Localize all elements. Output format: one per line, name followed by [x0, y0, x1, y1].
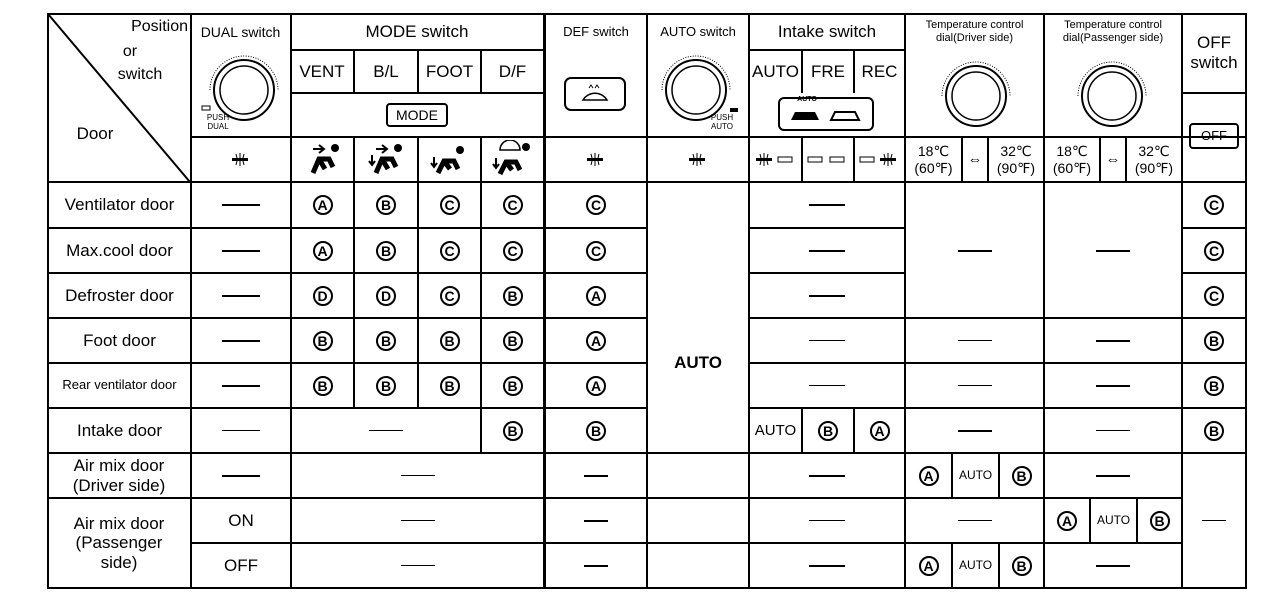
position-a-mark: A [586, 331, 606, 351]
temp-driver-dial-icon[interactable] [930, 56, 1022, 134]
off-button-cell [1183, 118, 1245, 154]
intake-cell [750, 183, 904, 226]
intake-cell [750, 319, 904, 362]
mode-cell [482, 274, 543, 317]
row-label-rearvent: Rear ventilator door [62, 377, 177, 393]
no-change-dash [222, 385, 260, 387]
row-label-foot: Foot door [83, 330, 156, 350]
value-off: OFF [224, 555, 258, 575]
position-c-mark: C [440, 286, 460, 306]
temp-driver-b-cell [1000, 544, 1043, 587]
mode-switch-header: MODE switch [365, 22, 469, 42]
def-cell [546, 499, 646, 542]
position-b-mark: B [1204, 421, 1224, 441]
mode-cell [419, 183, 480, 226]
intake-cell [750, 544, 904, 587]
no-change-dash [222, 340, 260, 342]
no-change-dash [958, 385, 992, 386]
row-label-intake: Intake door [76, 420, 163, 440]
corner-switch-label: switch [117, 65, 163, 83]
off-cell [1183, 364, 1245, 407]
temp-passenger-cell [1045, 364, 1181, 407]
no-change-dash [1096, 340, 1130, 342]
temp-driver-auto-cell [953, 454, 998, 497]
no-change-dash [369, 430, 403, 431]
corner-door-label: Door [76, 124, 114, 144]
off-airmix-passenger-cell [1183, 499, 1245, 542]
value-auto_cell: AUTO [754, 421, 797, 439]
no-change-dash [809, 565, 845, 567]
temp-driver-a-cell [906, 544, 951, 587]
temp-driver-low: 18℃ (60℉) [914, 143, 953, 176]
no-change-dash [1202, 520, 1226, 521]
mode-cell [355, 274, 417, 317]
no-change-dash [1096, 430, 1130, 431]
temp-passenger-cell [1045, 454, 1181, 497]
no-change-dash [401, 520, 435, 521]
mode-airmix-cell [292, 499, 543, 542]
mode-col-vent: VENT [299, 62, 345, 82]
push-auto-label: PUSH AUTO [710, 112, 734, 131]
no-change-dash [584, 565, 608, 567]
intake-rec-cell [855, 409, 904, 452]
off-airmix-cell [1183, 454, 1245, 497]
temp-passenger-dial-icon[interactable] [1066, 56, 1158, 134]
no-change-dash [1096, 475, 1130, 477]
intake-auto-indicator-icon [752, 150, 800, 170]
position-c-mark: C [440, 195, 460, 215]
def-cell [546, 364, 646, 407]
temp-passenger-arrow: ⇔ [1105, 150, 1121, 168]
row-label-airmix-driver: Air mix door (Driver side) [72, 455, 166, 495]
no-change-dash [809, 204, 845, 206]
temp-passenger-b-cell [1138, 499, 1181, 542]
mode-cell [292, 183, 353, 226]
position-c-mark: C [440, 241, 460, 261]
off-cell [1183, 274, 1245, 317]
temp-driver-cell [906, 364, 1043, 407]
dual-indicator-icon [228, 150, 252, 170]
position-d-mark: D [376, 286, 396, 306]
dual-cell [192, 183, 290, 226]
def-cell [546, 183, 646, 226]
position-b-mark: B [1204, 376, 1224, 396]
no-change-dash [222, 204, 260, 206]
no-change-dash [809, 385, 845, 386]
mode-cell [482, 364, 543, 407]
intake-cell [750, 499, 904, 542]
position-b-mark: B [376, 241, 396, 261]
mode-cell [292, 229, 353, 272]
position-b-mark: B [376, 376, 396, 396]
position-b-mark: B [1204, 331, 1224, 351]
intake-cell [750, 274, 904, 317]
def-button-icon[interactable] [563, 76, 627, 112]
mode-cell [292, 274, 353, 317]
no-change-dash [809, 340, 845, 341]
intake-cell [750, 364, 904, 407]
row-label-maxcool: Max.cool door [66, 240, 173, 260]
intake-auto-small-label: AUTO [797, 95, 817, 103]
foot-mode-icon [430, 141, 466, 177]
no-change-dash [584, 475, 608, 477]
mode-cell [419, 319, 480, 362]
dual-cell [192, 364, 290, 407]
mode-col-foot: FOOT [425, 62, 474, 82]
no-change-dash [584, 520, 608, 522]
bilevel-mode-icon [368, 141, 404, 177]
vent-mode-icon [307, 141, 341, 177]
mode-cell [355, 229, 417, 272]
no-change-dash [809, 250, 845, 252]
corner-or-label: or [122, 42, 138, 60]
position-b-mark: B [376, 331, 396, 351]
position-a-mark: A [870, 421, 890, 441]
position-a-mark: A [919, 466, 939, 486]
intake-col-fre: FRE [811, 62, 845, 82]
value-auto_cell: AUTO [1096, 512, 1131, 527]
position-c-mark: C [1204, 195, 1224, 215]
no-change-dash [809, 295, 845, 297]
position-b-mark: B [503, 331, 523, 351]
no-change-dash [222, 475, 260, 477]
position-c-mark: C [503, 195, 523, 215]
position-a-mark: A [1057, 511, 1077, 531]
temp-driver-cell [906, 319, 1043, 362]
position-c-mark: C [586, 195, 606, 215]
dual-cell [192, 274, 290, 317]
auto-switch-header: AUTO switch [660, 23, 736, 39]
def-cell [546, 229, 646, 272]
mode-intake-merged-cell [292, 409, 480, 452]
temp-driver-header: Temperature control dial(Driver side) [925, 19, 1024, 44]
position-b-mark: B [503, 286, 523, 306]
temp-passenger-auto-cell [1091, 499, 1136, 542]
position-d-mark: D [313, 286, 333, 306]
value-on: ON [228, 510, 254, 530]
position-c-mark: C [503, 241, 523, 261]
position-c-mark: C [586, 241, 606, 261]
mode-cell [482, 183, 543, 226]
temp-passenger-cell [1045, 544, 1181, 587]
intake-auto-cell [750, 409, 801, 452]
intake-switch-header: Intake switch [777, 22, 877, 42]
intake-fre-indicator-icon [804, 150, 852, 170]
row-label-ventilator: Ventilator door [64, 195, 175, 215]
off-button[interactable]: OFF [1189, 123, 1239, 150]
mode-cell [419, 229, 480, 272]
def-cell [546, 319, 646, 362]
position-a-mark: A [919, 556, 939, 576]
intake-cell [750, 229, 904, 272]
dual-on-cell [192, 499, 290, 542]
position-b-mark: B [818, 421, 838, 441]
def-switch-header: DEF switch [563, 23, 629, 39]
mode-cell [482, 319, 543, 362]
no-change-dash [222, 250, 260, 252]
off-cell [1183, 183, 1245, 226]
def-cell [546, 454, 646, 497]
position-a-mark: A [313, 195, 333, 215]
position-b-mark: B [1012, 466, 1032, 486]
temp-driver-arrow: ⇔ [967, 150, 983, 168]
temp-passenger-high: 32℃ (90℉) [1134, 143, 1174, 176]
intake-fre-cell [803, 409, 853, 452]
no-change-dash [1096, 250, 1130, 252]
off-header-line [1181, 92, 1246, 94]
intake-col-rec: REC [861, 62, 898, 82]
temp-passenger-cell [1045, 409, 1181, 452]
dual-off-cell [192, 544, 290, 587]
mode-cell [419, 274, 480, 317]
intake-cell [750, 454, 904, 497]
mode-button-cell [291, 94, 543, 136]
temp-driver-cell [906, 229, 1043, 272]
mode-cell [419, 364, 480, 407]
mode-cell [355, 319, 417, 362]
def-cell [546, 409, 646, 452]
temp-passenger-low: 18℃ (60℉) [1052, 143, 1092, 176]
temp-driver-b-cell [1000, 454, 1043, 497]
position-b-mark: B [1150, 511, 1170, 531]
no-change-dash [1096, 385, 1130, 387]
value-auto_cell: AUTO [958, 467, 993, 482]
def-cell [546, 274, 646, 317]
temp-driver-cell [906, 499, 1043, 542]
no-change-dash [958, 430, 992, 432]
position-b-mark: B [503, 421, 523, 441]
position-c-mark: C [1204, 241, 1224, 261]
temp-driver-a-cell [906, 454, 951, 497]
position-a-mark: A [313, 241, 333, 261]
mode-cell [355, 364, 417, 407]
mode-cell [292, 364, 353, 407]
mode-df-intake-cell [482, 409, 543, 452]
position-b-mark: B [503, 376, 523, 396]
temp-driver-high: 32℃ (90℉) [996, 143, 1036, 176]
temp-passenger-cell [1045, 229, 1181, 272]
position-b-mark: B [376, 195, 396, 215]
off-switch-header: OFF switch [1190, 33, 1238, 72]
intake-icon-line-1 [801, 136, 803, 183]
auto-merged-cell: AUTO [674, 353, 722, 373]
off-cell [1183, 409, 1245, 452]
position-a-mark: A [586, 376, 606, 396]
temp-passenger-cell [1045, 319, 1181, 362]
push-dual-label: PUSH DUAL [206, 112, 230, 131]
mode-cell [355, 183, 417, 226]
no-change-dash [1096, 565, 1130, 567]
position-a-mark: A [586, 286, 606, 306]
dual-cell [192, 409, 290, 452]
position-b-mark: B [440, 331, 460, 351]
mode-airmix-cell [292, 454, 543, 497]
def-cell [546, 544, 646, 587]
table-border-right [1245, 13, 1247, 589]
defrost-foot-mode-icon [492, 140, 532, 178]
position-b-mark: B [586, 421, 606, 441]
row-label-airmix-passenger: Air mix door (Passenger side) [73, 513, 165, 572]
mode-airmix-cell [292, 544, 543, 587]
value-auto_cell: AUTO [958, 557, 993, 572]
off-cell [1183, 319, 1245, 362]
no-change-dash [958, 520, 992, 521]
dual-switch-header: DUAL switch [200, 23, 281, 40]
intake-col-auto: AUTO [752, 62, 799, 82]
no-change-dash [222, 430, 260, 431]
no-change-dash [809, 520, 845, 521]
dual-cell [192, 454, 290, 497]
no-change-dash [809, 475, 845, 477]
intake-icon-line-2 [853, 136, 855, 183]
auto-indicator-icon [685, 150, 709, 170]
mode-col-df: D/F [498, 62, 527, 82]
temp-driver-auto-cell [953, 544, 998, 587]
position-b-mark: B [440, 376, 460, 396]
no-change-dash [958, 250, 992, 252]
dual-cell [192, 229, 290, 272]
no-change-dash [222, 295, 260, 297]
row-label-defroster: Defroster door [65, 285, 174, 305]
position-b-mark: B [313, 331, 333, 351]
corner-diagonal [48, 14, 190, 182]
off-cell [1183, 229, 1245, 272]
mode-cell [482, 229, 543, 272]
no-change-dash [958, 340, 992, 341]
no-change-dash [401, 565, 435, 566]
temp-driver-cell [906, 409, 1043, 452]
position-c-mark: C [1204, 286, 1224, 306]
no-change-dash [401, 475, 435, 476]
mode-button[interactable]: MODE [386, 103, 448, 127]
corner-position-label: Position [131, 17, 188, 35]
mode-col-bl: B/L [373, 62, 399, 82]
position-b-mark: B [1012, 556, 1032, 576]
def-indicator-icon [583, 150, 607, 170]
intake-rec-indicator-icon [856, 150, 904, 170]
mode-cell [292, 319, 353, 362]
dual-cell [192, 319, 290, 362]
position-b-mark: B [313, 376, 333, 396]
temp-passenger-header: Temperature control dial(Passenger side) [1062, 19, 1164, 44]
temp-passenger-a-cell [1045, 499, 1089, 542]
